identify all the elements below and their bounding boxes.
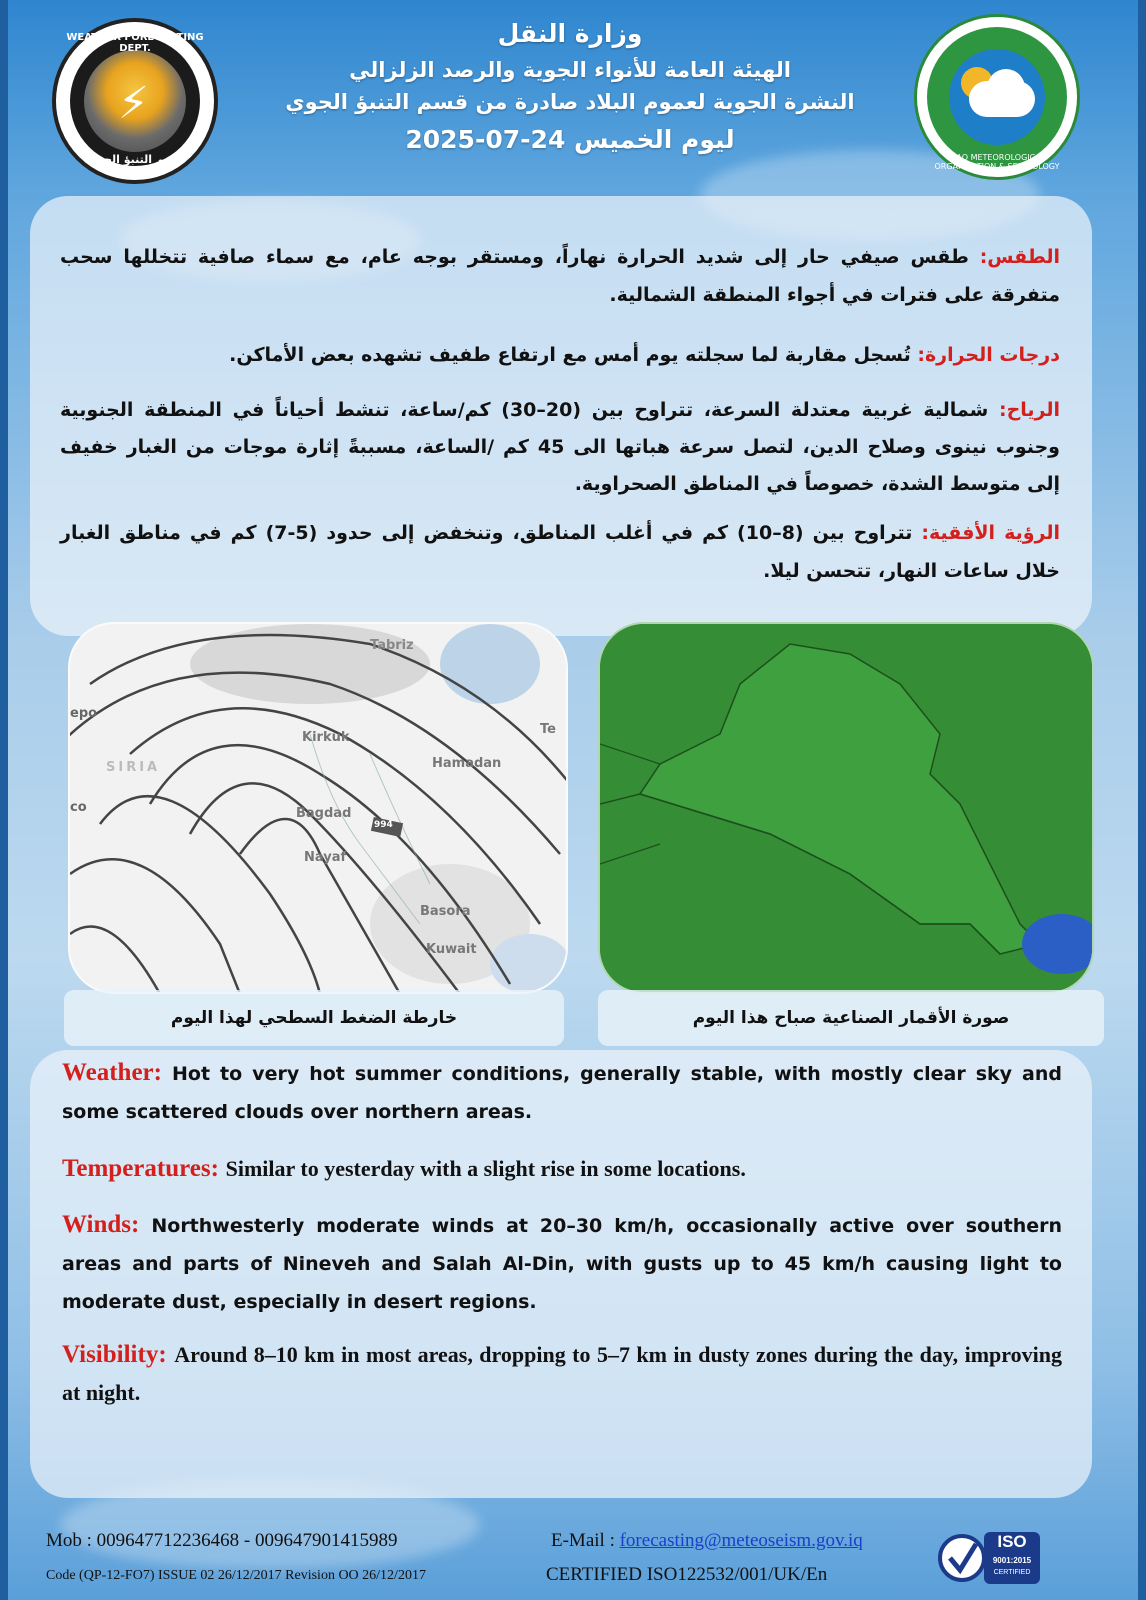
- arabic-weather-key: الطقس:: [979, 246, 1060, 268]
- english-temp-key: Temperatures:: [62, 1155, 219, 1182]
- surface-pressure-map: [68, 622, 568, 994]
- satellite-caption: صورة الأقمار الصناعية صباح هذا اليوم: [598, 990, 1104, 1046]
- pressure-map-caption: خارطة الضغط السطحي لهذا اليوم: [64, 990, 564, 1046]
- arabic-weather: [60, 238, 1060, 314]
- footer-document-code: Code (QP-12-FO7) ISSUE 02 26/12/2017 Revision OO 26/12/2017: [46, 1568, 426, 1583]
- forecasting-dept-logo: [52, 18, 218, 184]
- bulletin-date: ليوم الخميس 24-07-2025: [405, 125, 735, 154]
- arabic-visibility: [60, 514, 1060, 590]
- map-label: Kirkuk: [302, 730, 350, 745]
- satellite-map-svg: [600, 624, 1092, 992]
- footer-certified: CERTIFIED ISO122532/001/UK/En: [546, 1564, 828, 1585]
- arabic-winds: [60, 392, 1060, 503]
- iraq-meteorological-logo: [914, 14, 1080, 180]
- satellite-image: [598, 622, 1094, 994]
- iso-standard: 9001:2015: [992, 1556, 1032, 1565]
- english-weather: [62, 1054, 1062, 1131]
- map-label: epo: [70, 706, 98, 721]
- english-weather-key: Weather:: [62, 1059, 162, 1086]
- map-label: Basora: [420, 904, 471, 919]
- map-label: Tabriz: [370, 638, 414, 653]
- arabic-temp-key: درجات الحرارة:: [917, 344, 1060, 366]
- map-label: Hamadan: [432, 756, 502, 771]
- header: [250, 14, 890, 162]
- map-label: Te: [540, 722, 556, 737]
- english-vis-text: Around 8–10 km in most areas, dropping to 5–7 km in dusty zones during the day, improving at night.: [62, 1342, 1062, 1405]
- lightning-icon: ⚡: [118, 78, 149, 129]
- arabic-temperature: [60, 336, 1060, 374]
- english-winds-key: Winds:: [62, 1211, 140, 1238]
- english-visibility: [62, 1336, 1062, 1412]
- isobar-value-label: 994: [374, 820, 393, 830]
- email-label: E-Mail :: [551, 1530, 620, 1551]
- english-forecast-panel: [30, 1050, 1092, 1498]
- english-winds: [62, 1206, 1062, 1321]
- authority-title: الهيئة العامة للأنواء الجوية والرصد الزلزالي: [349, 58, 791, 82]
- arabic-winds-key: الرياح:: [998, 399, 1060, 421]
- left-border: [0, 0, 8, 1600]
- arabic-vis-text: تتراوح بين (8–10) كم في أغلب المناطق، وتنخفض إلى حدود (5-7) كم في مناطق الغبار خلال ساعات النهار، تتحسن ليلا.: [60, 522, 1060, 582]
- right-border: [1138, 0, 1146, 1600]
- arabic-winds-text: شمالية غربية معتدلة السرعة، تتراوح بين (20–30) كم/ساعة، تنشط أحياناً في المنطقة الجنوبية وجنوب نينوى وصلاح الدين، لتصل سرعة هباتها الى 45 كم /الساعة، مسببةً إثارة موجات من الغبار خفيف إلى متوسط الشدة، خصوصاً في المناطق الصحراوية.: [60, 399, 1060, 495]
- logo-right-title: IRAQ METEOROLOGICAL ORGANIZATION & SEISMOLOGY: [934, 153, 1060, 171]
- footer-email: [551, 1530, 863, 1552]
- map-label: co: [70, 800, 87, 815]
- english-temperature: [62, 1150, 1062, 1188]
- arabic-weather-text: طقس صيفي حار إلى شديد الحرارة نهاراً، ومستقر بوجه عام، مع سماء صافية تتخللها سحب متفرقة على فترات في أجواء المنطقة الشمالية.: [60, 246, 1060, 306]
- english-winds-text: Northwesterly moderate winds at 20–30 km/h, occasionally active over southern areas and parts of Nineveh and Salah Al-Din, with gusts up to 45 km/h causing light to moderate dust, especially in desert regions.: [62, 1215, 1062, 1313]
- email-link[interactable]: forecasting@meteoseism.gov.iq: [619, 1530, 863, 1551]
- cloud-icon-top: [987, 69, 1025, 107]
- logo-left-subtitle: قسم التنبؤ الجوي: [87, 153, 183, 166]
- map-label: SIRIA: [106, 760, 161, 775]
- map-label: Kuwait: [426, 942, 477, 957]
- english-weather-text: Hot to very hot summer conditions, generally stable, with mostly clear sky and some scattered clouds over northern areas.: [62, 1063, 1062, 1123]
- arabic-temp-text: تُسجل مقاربة لما سجلته يوم أمس مع ارتفاع طفيف تشهده بعض الأماكن.: [229, 344, 918, 366]
- map-label: Nayaf: [304, 850, 347, 865]
- arabic-forecast-panel: [30, 196, 1092, 636]
- iso-label: ISO: [997, 1532, 1027, 1551]
- arabic-vis-key: الرؤية الأفقية:: [921, 522, 1060, 544]
- iso-certified: CERTIFIED: [993, 1569, 1031, 1576]
- logo-left-title: WEATHER FORECASTING DEPT.: [66, 32, 204, 54]
- footer-mobile: Mob : 009647712236468 - 009647901415989: [46, 1530, 398, 1551]
- ministry-title: وزارة النقل: [497, 19, 643, 48]
- bulletin-title: النشرة الجوية لعموم البلاد صادرة من قسم التنبؤ الجوي: [285, 90, 855, 114]
- english-vis-key: Visibility:: [62, 1341, 167, 1368]
- iso-badge: [938, 1526, 1042, 1590]
- map-label: Bagdad: [296, 806, 352, 821]
- english-temp-text: Similar to yesterday with a slight rise in some locations.: [225, 1156, 746, 1181]
